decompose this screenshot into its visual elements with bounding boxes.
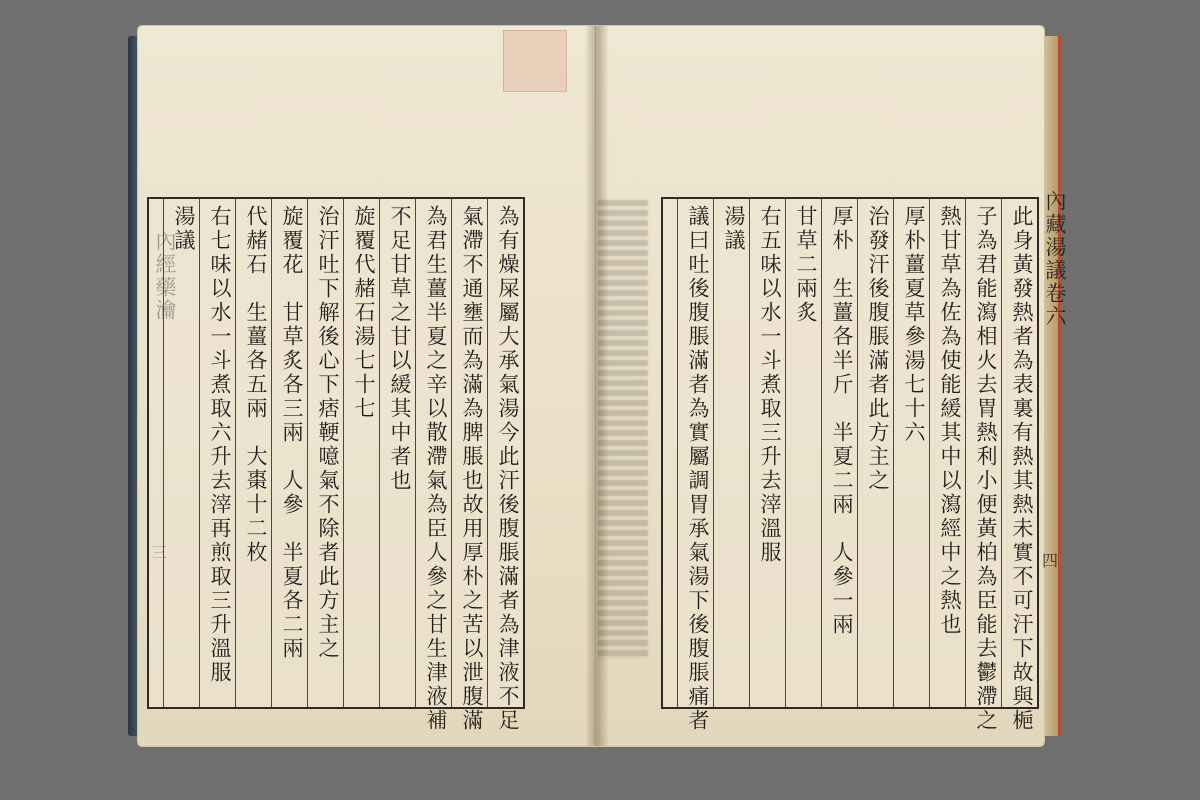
- text-column: 氣滯不通壅而為滿為脾脹也故用厚朴之苦以泄腹滿: [451, 199, 488, 707]
- text-column: 代赭石 生薑各五兩 大棗十二枚: [235, 199, 272, 707]
- text-column: 右七味以水一斗煮取六升去滓再煎取三升溫服: [199, 199, 236, 707]
- text-column: 右五味以水一斗煮取三升去滓溫服: [749, 199, 786, 707]
- text-column: 為君生薑半夏之辛以散滯氣為臣人參之甘生津液補: [415, 199, 452, 707]
- text-column: 此身黃發熱者為表裏有熱其熱未實不可汗下故與梔: [1001, 199, 1038, 707]
- text-column: 議曰吐後腹脹滿者為實屬調胃承氣湯下後腹脹痛者: [677, 199, 714, 707]
- library-seal-stamp: [503, 30, 567, 92]
- text-column: 熱甘草為佐為使能緩其中以瀉經中之熱也: [929, 199, 966, 707]
- text-column: 子為君能瀉相火去胃熱利小便黃柏為臣能去鬱滯之: [965, 199, 1002, 707]
- text-column: 旋覆代赭石湯七十七: [343, 199, 380, 707]
- text-column: 旋覆花 甘草炙各三兩 人參 半夏各二兩: [271, 199, 308, 707]
- right-margin-title: 內藏湯議卷六: [1043, 190, 1067, 328]
- text-column: 治發汗後腹脹滿者此方主之: [857, 199, 894, 707]
- text-column: 厚朴 生薑各半斤 半夏二兩 人參一兩: [821, 199, 858, 707]
- ink-bleed-stain: [598, 200, 648, 660]
- text-column: 厚朴薑夏草參湯七十六: [893, 199, 930, 707]
- right-text-frame: [661, 197, 1039, 733]
- right-page-number: 四: [1042, 551, 1059, 570]
- text-column: 治汗吐下解後心下痞鞕噫氣不除者此方主之: [307, 199, 344, 707]
- text-column: 湯議: [163, 199, 200, 707]
- text-column: 湯議: [713, 199, 750, 707]
- text-column: 為有燥屎屬大承氣湯今此汗後腹脹滿者為津液不足: [487, 199, 524, 707]
- text-column: 甘草二兩炙: [785, 199, 822, 707]
- left-text-frame: [147, 197, 525, 733]
- text-column: 不足甘草之甘以緩其中者也: [379, 199, 416, 707]
